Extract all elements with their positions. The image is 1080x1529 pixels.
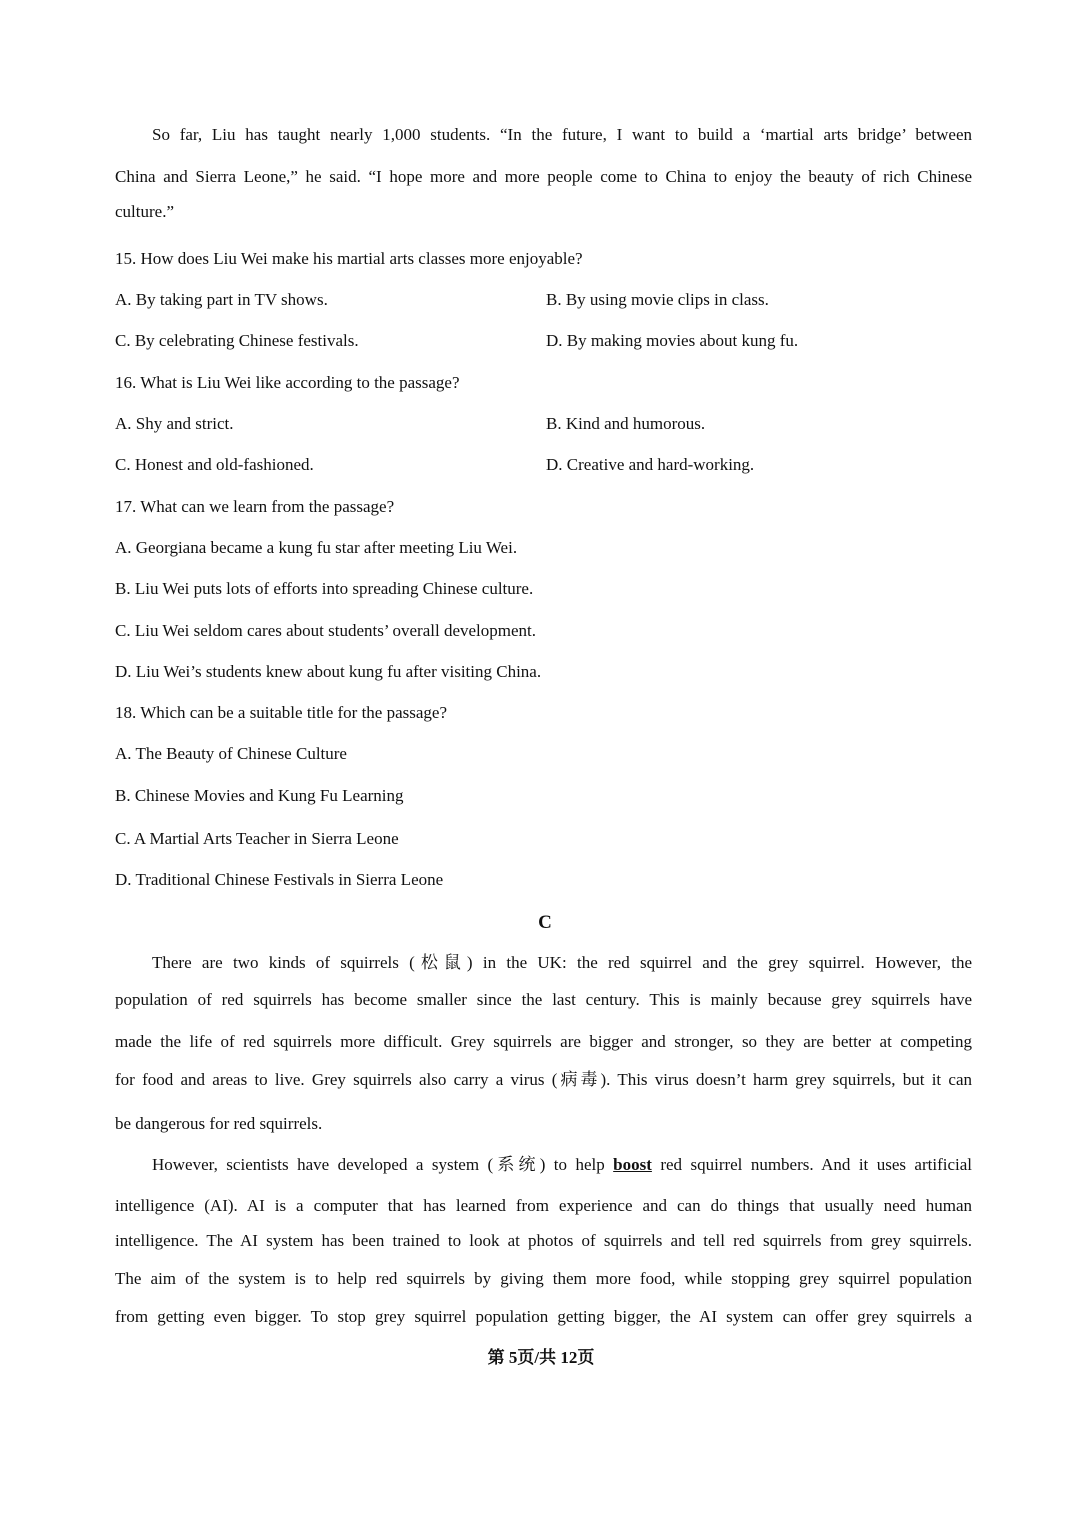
option-c: C. Honest and old-fashioned. bbox=[115, 455, 314, 474]
paragraph-line: for food and areas to live. Grey squirrels also carry a virus (病毒). This virus doesn’t harm grey squirrels, but it can bbox=[115, 1070, 972, 1089]
option-a: A. Georgiana became a kung fu star after meeting Liu Wei. bbox=[115, 538, 518, 557]
text-segment: red squirrel numbers. And it uses artificial bbox=[651, 1155, 972, 1174]
option-b: B. By using movie clips in class. bbox=[546, 290, 769, 309]
paragraph-line: from getting even bigger. To stop grey squirrel population getting bigger, the AI system can offer grey squirrels a bbox=[115, 1307, 972, 1326]
option-d: D. Creative and hard-working. bbox=[546, 455, 755, 474]
option-d: D. By making movies about kung fu. bbox=[546, 331, 799, 350]
paragraph-line: There are two kinds of squirrels (松鼠) in the UK: the red squirrel and the grey squirrel. However, the bbox=[152, 953, 972, 972]
section-heading: C bbox=[538, 912, 552, 933]
question-stem: 18. Which can be a suitable title for the passage? bbox=[115, 703, 448, 722]
option-c: C. A Martial Arts Teacher in Sierra Leone bbox=[115, 829, 399, 848]
option-c: C. By celebrating Chinese festivals. bbox=[115, 331, 359, 350]
option-d: D. Traditional Chinese Festivals in Sierra Leone bbox=[115, 870, 444, 889]
paragraph-line: intelligence. The AI system has been trained to look at photos of squirrels and tell red squirrels from grey squirrels. bbox=[115, 1231, 972, 1250]
option-a: A. Shy and strict. bbox=[115, 414, 234, 433]
paragraph-line: be dangerous for red squirrels. bbox=[115, 1114, 323, 1133]
paragraph-line: China and Sierra Leone,” he said. “I hope more and more people come to China to enjoy the beauty of rich Chinese bbox=[115, 167, 972, 186]
paragraph-line bbox=[152, 1154, 972, 1176]
paragraph-line: The aim of the system is to help red squirrels by giving them more food, while stopping grey squirrel population bbox=[115, 1269, 972, 1288]
paragraph-line: population of red squirrels has become smaller since the last century. This is mainly because grey squirrels have bbox=[115, 990, 972, 1009]
option-b: B. Liu Wei puts lots of efforts into spreading Chinese culture. bbox=[115, 579, 534, 598]
question-stem: 16. What is Liu Wei like according to the passage? bbox=[115, 373, 460, 392]
option-b: B. Chinese Movies and Kung Fu Learning bbox=[115, 786, 404, 805]
option-a: A. The Beauty of Chinese Culture bbox=[115, 744, 347, 763]
question-stem: 17. What can we learn from the passage? bbox=[115, 497, 395, 516]
option-c: C. Liu Wei seldom cares about students’ overall development. bbox=[115, 621, 537, 640]
option-b: B. Kind and humorous. bbox=[546, 414, 706, 433]
option-d: D. Liu Wei’s students knew about kung fu after visiting China. bbox=[115, 662, 542, 681]
paragraph-line: intelligence (AI). AI is a computer that has learned from experience and can do things that usually need human bbox=[115, 1196, 972, 1215]
paragraph-line: So far, Liu has taught nearly 1,000 students. “In the future, I want to build a ‘martial arts bridge’ between bbox=[152, 125, 972, 144]
option-a: A. By taking part in TV shows. bbox=[115, 290, 328, 309]
text-segment: However, scientists have developed a system (系统) to help bbox=[152, 1155, 614, 1174]
page-number: 第 5页/共 12页 bbox=[487, 1348, 595, 1367]
question-stem: 15. How does Liu Wei make his martial arts classes more enjoyable? bbox=[115, 249, 583, 268]
paragraph-line: culture.” bbox=[115, 202, 174, 221]
paragraph-line: made the life of red squirrels more difficult. Grey squirrels are bigger and stronger, so they are better at competing bbox=[115, 1032, 972, 1051]
keyword-boost: boost bbox=[613, 1155, 652, 1174]
